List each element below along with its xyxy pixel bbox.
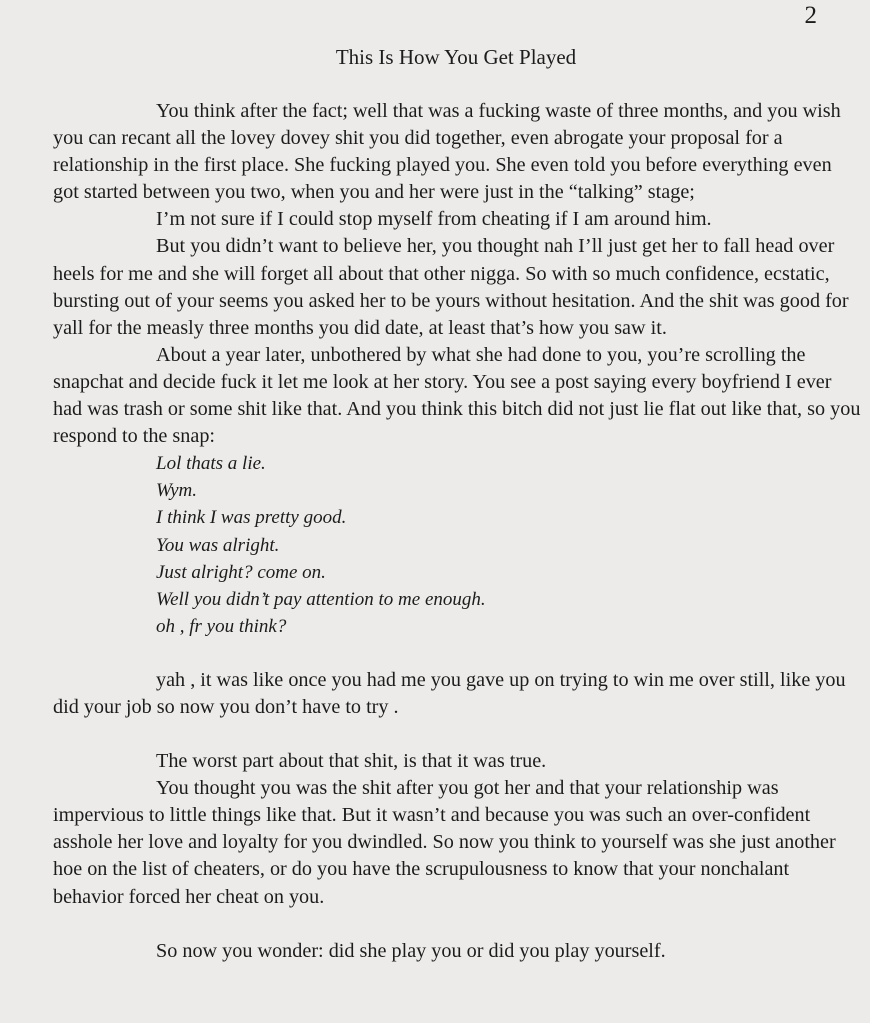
dialogue-line: I think I was pretty good. [156, 507, 347, 529]
dialogue-line: Just alright? come on. [156, 561, 326, 583]
dialogue-line: oh , fr you think? [156, 615, 287, 637]
page-number: 2 [804, 2, 817, 29]
document-title: This Is How You Get Played [335, 45, 577, 69]
dialogue-line: Wym. [156, 480, 197, 502]
document-body [53, 98, 861, 965]
paragraph-reflection: You thought you was the shit after you got her and that your relationship was impervious to little things like that. But it wasn’t and because you was such an over-confident asshole her love and loyalty for you dwindled. So now you think to yourself was she just another hoe on the list of cheaters, or do you have the scrupulousness to know that your nonchalant behavior forced her cheat on you. [53, 777, 836, 908]
paragraph-conclusion: So now you wonder: did she play you or did you play yourself. [156, 939, 666, 962]
paragraph-quote: I’m not sure if I could stop myself from cheating if I am around him. [156, 208, 712, 231]
paragraph-reply: yah , it was like once you had me you gave up on trying to win me over still, like you did your job so now you don’t have to try . [53, 668, 846, 718]
dialogue-line: Lol thats a lie. [156, 453, 266, 475]
paragraph-snapchat: About a year later, unbothered by what she had done to you, you’re scrolling the snapchat and decide fuck it let me look at her story. You see a post saying every boyfriend I ever had was trash or some shit like that. And you think this bitch did not just lie flat out like that, so you respond to the snap: [53, 343, 861, 448]
dialogue-line: You was alright. [156, 534, 280, 556]
dialogue-line: Well you didn’t pay attention to me enough. [156, 588, 486, 610]
paragraph-truth: The worst part about that shit, is that it was true. [156, 750, 547, 773]
paragraph-disbelief: But you didn’t want to believe her, you thought nah I’ll just get her to fall head over heels for me and she will forget all about that other nigga. So with so much confidence, ecstatic, bursting out of your seems you asked her to be yours without hesitation. And the shit was good for yall for the measly three months you did date, at least that’s how you saw it. [53, 235, 849, 339]
paragraph-intro: You think after the fact; well that was a fucking waste of three months, and you wish you can recant all the lovey dovey shit you did together, even abrogate your proposal for a relationship in the first place. She fucking played you. She even told you before everything even got started between you two, when you and her were just in the “talking” stage; [53, 100, 841, 204]
